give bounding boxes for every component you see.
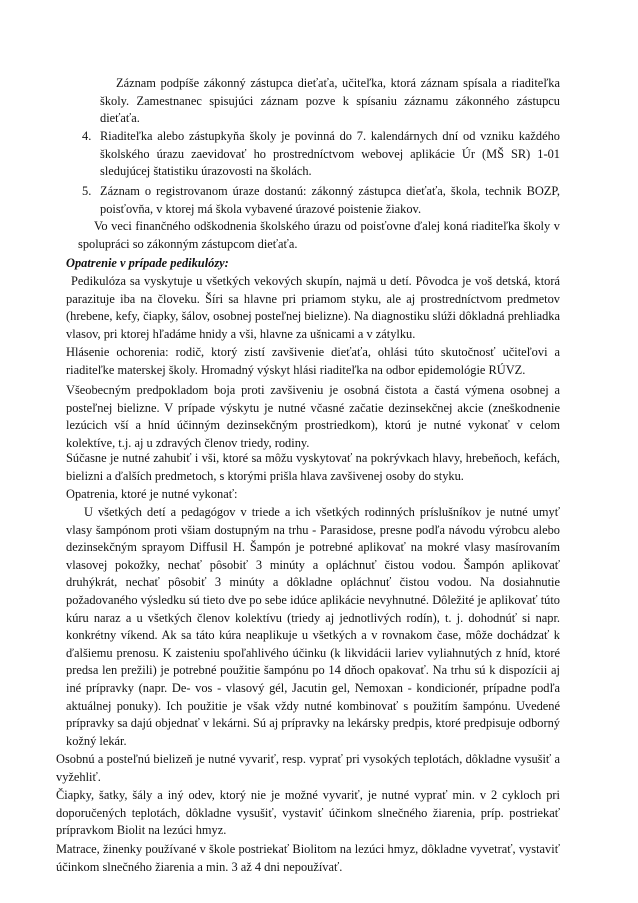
compensation-paragraph: Vo veci finančného odškodnenia školského úrazu od poisťovne ďalej koná riaditeľka školy v spolupráci so zákonným zástupcom dieťaťa. <box>78 219 560 251</box>
list-text: Riaditeľka alebo zástupkyňa školy je povinná do 7. kalendárnych dní od vzniku každého školského úrazu zaevidovať ho prostredníctvom webovej aplikácie Úr (MŠ SR) 1-01 sledujúcej štatistiku úrazovosti na školách. <box>100 129 560 179</box>
list-number: 5. <box>82 184 92 198</box>
section-heading: Opatrenie v prípade pedikulózy: <box>66 256 229 270</box>
list-item-5 <box>82 183 560 218</box>
list-item-4 <box>82 128 560 181</box>
paragraph-clothing: Čiapky, šatky, šály a iný odev, ktorý nie je možné vyvariť, je nutné vyprať min. v 2 cykloch pri doporučených teplotách, dôkladne vysušiť, vystaviť účinkom slnečného žiarenia, príp. postriekať prípravkom Biolit na lezúci hmyz. <box>56 788 560 838</box>
paragraph-pediculosis: Pedikulóza sa vyskytuje u všetkých vekových skupín, najmä u detí. Pôvodca je voš detská, ktorá parazituje iba na človeku. Šíri sa hlavne pri priamom styku, ale aj prostredníctvom predmetov (hrebene, kefy, čiapky, šálov, osobnej posteľnej bielizne). Na diagnostiku slúži dôkladná prehliadka vlasov, pri ktorej hľadáme hnidy a vši, hlavne za ušnicami a v zátylku. <box>66 274 560 341</box>
paragraph-measures-label: Opatrenia, ktoré je nutné vykonať: <box>66 487 238 501</box>
paragraph-shampoo-treatment: U všetkých detí a pedagógov v triede a ich všetkých rodinných príslušníkov je nutné umyť vlasy šampónom proti všiam dostupným na trhu - Parasidose, presne podľa návodu výrobcu alebo dezinsekčným sprayom Diffusil H. Šampón je potrebné aplikovať na mokré vlasy masírovaním vlasovej pokožky, nechať pôsobiť 3 minúty a opláchnuť čistou vodou. Šampón aplikovať druhýkrát, nechať pôsobiť 3 minúty a dôkladne opláchnuť čistou vodou. Na dosiahnutie požadovaného výsledku sú tieto dve po sebe idúce aplikácie nevyhnutné. Dôležité je aplikovať túto kúru naraz a u všetkých členov kolektívu (triedy aj jednotlivých rodín), t. j. dohodnúť si napr. konkrétny víkend. Ak sa táto kúra neaplikuje u všetkých a v rovnakom čase, môže dochádzať k ďalšiemu prenosu. K zaisteniu spoľahlivého účinku (k likvidácii lariev vyliahnutých z hníd, ktoré predsa len prežili) je potrebné použitie šampónu po 14 dňoch opakovať. Na trhu sú k dispozícii aj iné prípravky (napr. De- vos - vlasový gél, Jacutin gel, Nemoxan - kondicionér, prípadne podľa aktuálnej ponuky). Ich použitie je však vždy nutné kombinovať s použitím šampónu. Uvedené prípravky sa dajú objednať v lekárni. Sú aj prípravky na lekársky predpis, ktoré predpisuje odborný kožný lekár. <box>66 505 560 748</box>
paragraph-hygiene: Všeobecným predpokladom boja proti zavšiveniu je osobná čistota a častá výmena osobnej a posteľnej bielizne. V prípade výskytu je nutné včasné začatie dezinsekčnej akcie (zneškodnenie lezúcich vší a hníd účinným dezinsekčným prostriedkom), ktorú je nutné vykonať v celom kolektíve, t.j. aj u zdravých členov triedy, rodiny. <box>66 383 560 450</box>
paragraph-bedding: Osobnú a posteľnú bielizeň je nutné vyvariť, resp. vyprať pri vysokých teplotách, dôkladne vysušiť a vyžehliť. <box>56 752 560 784</box>
intro-sign-paragraph: Záznam podpíše zákonný zástupca dieťaťa, učiteľka, ktorá záznam spísala a riaditeľka školy. Zamestnanec spisujúci záznam pozve k spísaniu záznamu zákonného zástupcu dieťaťa. <box>100 76 560 126</box>
paragraph-mattresses: Matrace, žinenky používané v škole postriekať Biolitom na lezúci hmyz, dôkladne vyvetrať, vystaviť účinkom slnečného žiarenia a min. 3 až 4 dni nepoužívať. <box>56 842 560 874</box>
paragraph-reporting: Hlásenie ochorenia: rodič, ktorý zistí zavšivenie dieťaťa, ohlási túto skutočnosť učiteľovi a riaditeľke materskej školy. Hromadný výskyt hlási riaditeľka na odbor epidemológie RÚVZ. <box>66 345 560 377</box>
list-number: 4. <box>82 129 92 143</box>
paragraph-lice-objects: Súčasne je nutné zahubiť i vši, ktoré sa môžu vyskytovať na pokrývkach hlavy, hrebeňoch, kefách, bielizni a ďalších predmetoch, s ktorými prišla hlava zavšivenej osoby do styku. <box>66 451 560 483</box>
list-text: Záznam o registrovanom úraze dostanú: zákonný zástupca dieťaťa, škola, technik BOZP, poisťovňa, v ktorej má škola vybavené úrazové poistenie žiakov. <box>100 184 560 216</box>
